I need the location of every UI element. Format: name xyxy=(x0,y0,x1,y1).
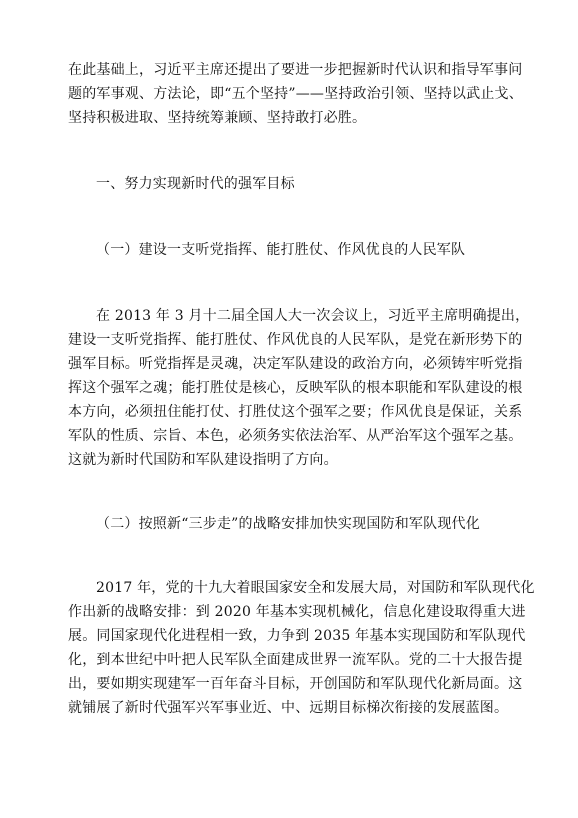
text-line: 这就为新时代国防和军队建设指明了方向。 xyxy=(68,452,338,468)
text-line: 题的军事观、方法论，即“五个坚持”——坚持政治引领、坚持以武止戈、 xyxy=(68,86,523,102)
text-line: 化，到本世纪中叶把人民军队全面建成世界一流军队。党的二十大报告提 xyxy=(68,652,523,668)
paragraph-three-step-strategy xyxy=(68,576,535,720)
text-line: 展。同国家现代化进程相一致，力争到 2035 年基本实现国防和军队现代 xyxy=(68,628,526,644)
text-line: 在 2013 年 3 月十二届全国人大一次会议上，习近平主席明确提出， xyxy=(96,308,530,324)
text-line: 作出新的战略安排：到 2020 年基本实现机械化，信息化建设取得重大进 xyxy=(68,604,526,620)
text-line: 出，要如期实现建军一百年奋斗目标，开创国防和军队现代化新局面。这 xyxy=(68,676,523,692)
subsection-heading-2: （二）按照新“三步走”的战略安排加快实现国防和军队现代化 xyxy=(96,516,480,532)
text-line: 建设一支听党指挥、能打胜仗、作风优良的人民军队，是党在新形势下的 xyxy=(68,332,523,348)
text-line: 军队的性质、宗旨、本色，必须务实依法治军、从严治军这个强军之基。 xyxy=(68,428,523,444)
text-line: 2017 年，党的十九大着眼国家安全和发展大局，对国防和军队现代化 xyxy=(96,580,535,596)
subsection-heading-1: （一）建设一支听党指挥、能打胜仗、作风优良的人民军队 xyxy=(96,242,466,258)
paragraph-intro xyxy=(68,58,523,130)
text-line: 挥这个强军之魂；能打胜仗是核心，反映军队的根本职能和军队建设的根 xyxy=(68,380,523,396)
text-line: 坚持积极进取、坚持统筹兼顾、坚持敢打必胜。 xyxy=(68,110,367,126)
text-line: 本方向，必须扭住能打仗、打胜仗这个强军之要；作风优良是保证，关系 xyxy=(68,404,523,420)
text-line: 就铺展了新时代强军兴军事业近、中、远期目标梯次衔接的发展蓝图。 xyxy=(68,700,509,716)
text-line: 强军目标。听党指挥是灵魂，决定军队建设的政治方向，必须铸牢听党指 xyxy=(68,356,523,372)
section-heading: 一、努力实现新时代的强军目标 xyxy=(96,176,295,192)
paragraph-strong-army-goal xyxy=(68,304,530,472)
text-line: 在此基础上，习近平主席还提出了要进一步把握新时代认识和指导军事问 xyxy=(68,62,523,78)
